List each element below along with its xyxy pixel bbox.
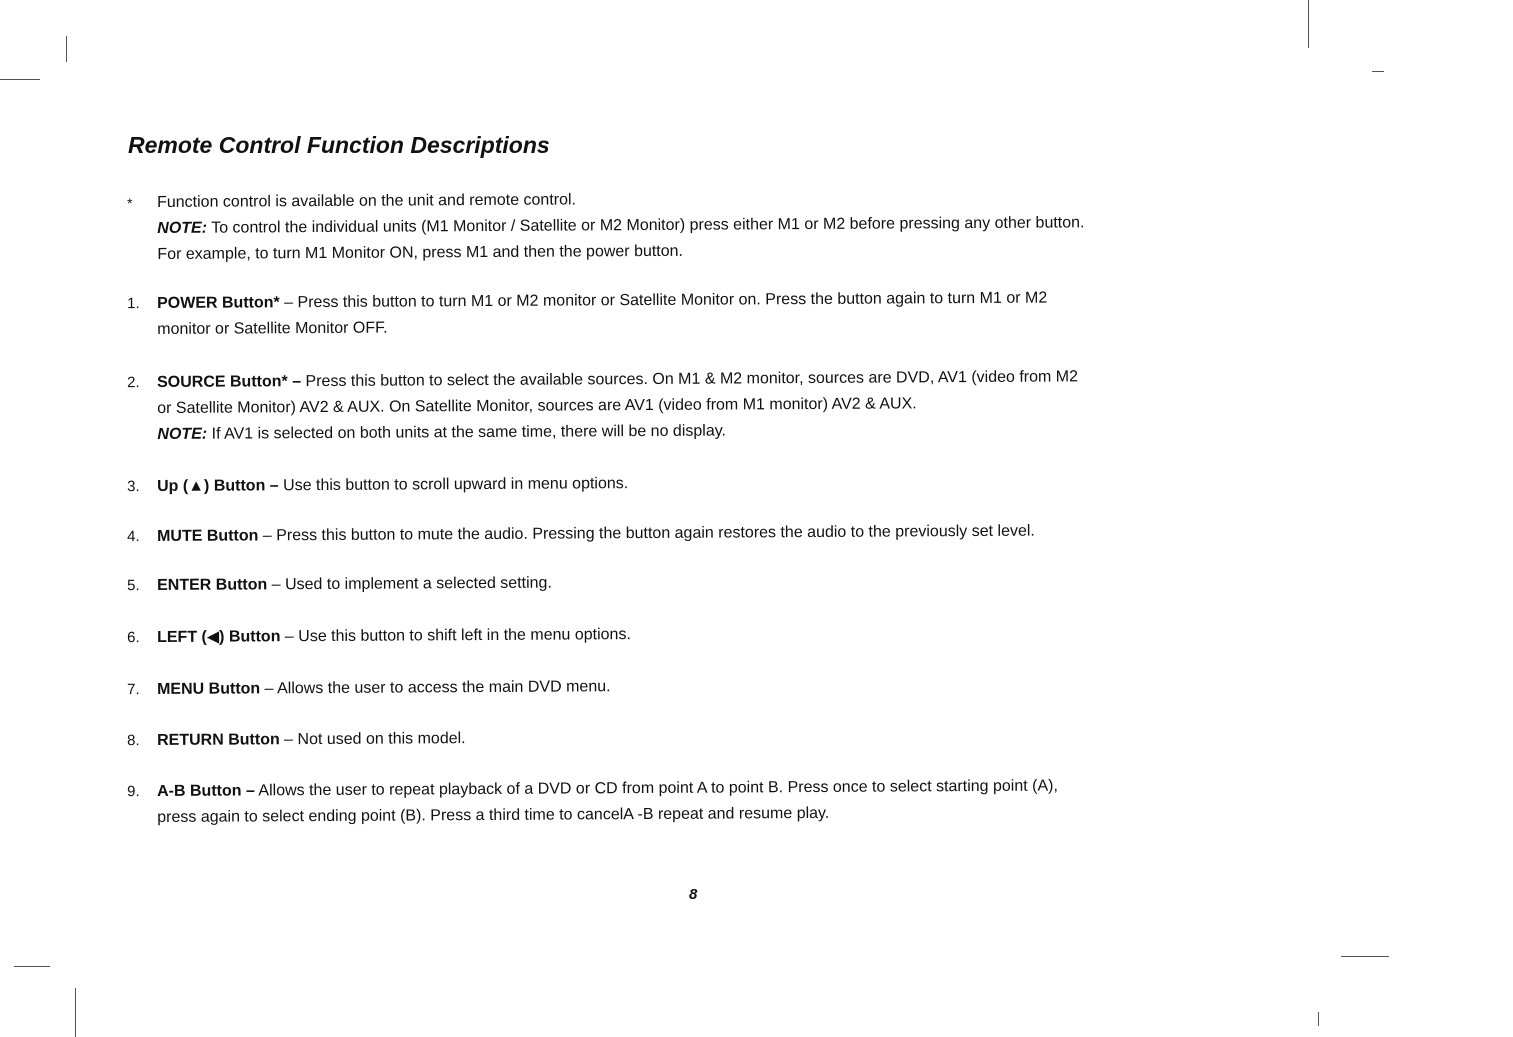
- scan-mark-top-right: [1308, 0, 1309, 48]
- item-line: [157, 773, 1058, 805]
- item-text: – Not used on this model.: [279, 730, 466, 749]
- item-number: 8.: [127, 732, 140, 750]
- item-label: POWER Button*: [157, 294, 280, 312]
- list-item-left: [127, 622, 631, 651]
- page-number: 8: [689, 886, 698, 903]
- item-number: 5.: [127, 577, 140, 595]
- item-line: [157, 726, 466, 754]
- list-item-ab: [127, 773, 1058, 831]
- scan-mark-bottom-left-dash: [14, 966, 50, 967]
- scan-mark-top-left: [66, 36, 67, 62]
- intro-line: Function control is available on the unit and remote control.: [157, 191, 577, 211]
- item-text: Allows the user to repeat playback of a DVD or CD from point A to point B. Press once to select starting point (A),: [254, 777, 1058, 800]
- list-item-source: [127, 364, 1079, 448]
- item-number: 9.: [127, 783, 140, 801]
- item-line: [157, 286, 1047, 317]
- item-label: Up (▲) Button –: [157, 477, 279, 495]
- item-text: – Press this button to turn M1 or M2 monitor or Satellite Monitor on. Press the button again to turn M1 or M2: [279, 289, 1048, 312]
- list-item-return: [127, 726, 466, 754]
- item-label: LEFT (◀) Button: [157, 628, 281, 646]
- list-item-menu: [127, 674, 611, 703]
- item-note-line: [157, 416, 1078, 448]
- intro-bullet: *: [127, 195, 133, 212]
- item-line: monitor or Satellite Monitor OFF.: [157, 319, 388, 338]
- item-line: or Satellite Monitor) AV2 & AUX. On Satellite Monitor, sources are AV1 (video from M1 monitor) AV2 & AUX.: [157, 395, 917, 417]
- item-line: press again to select ending point (B). Press a third time to cancelA -B repeat and resume play.: [157, 804, 830, 826]
- note-text: To control the individual units (M1 Monitor / Satellite or M2 Monitor) press either M1 or M2 before pressing any other button.: [206, 214, 1085, 237]
- item-number: 6.: [127, 629, 140, 647]
- scan-mark-bottom-right: [1318, 1012, 1319, 1026]
- item-text: Press this button to select the available sources. On M1 & M2 monitor, sources are DVD, AV1 (video from M2: [301, 368, 1079, 391]
- list-item-mute: [127, 519, 1035, 550]
- item-label: A-B Button –: [157, 782, 255, 800]
- item-line: [157, 622, 631, 651]
- item-number: 3.: [127, 478, 140, 496]
- item-text: – Use this button to shift left in the menu options.: [280, 626, 631, 646]
- item-label: RETURN Button: [157, 731, 280, 749]
- item-text: – Used to implement a selected setting.: [267, 574, 552, 594]
- note-text: If AV1 is selected on both units at the same time, there will be no display.: [207, 422, 727, 443]
- item-number: 1.: [127, 295, 140, 313]
- item-line: [157, 471, 628, 500]
- item-line: [157, 519, 1035, 550]
- item-text: – Press this button to mute the audio. Pressing the button again restores the audio to the previously set level.: [258, 522, 1035, 545]
- scan-mark-bottom-right-dash: [1341, 956, 1389, 957]
- item-label: MENU Button: [157, 680, 261, 698]
- item-text: – Allows the user to access the main DVD menu.: [260, 678, 611, 698]
- item-line: [157, 571, 552, 599]
- item-text: Use this button to scroll upward in menu options.: [278, 475, 629, 495]
- item-number: 4.: [127, 528, 140, 546]
- item-label: SOURCE Button* –: [157, 373, 302, 391]
- item-number: 7.: [127, 681, 140, 699]
- scan-mark-top-left-dash: [0, 79, 40, 80]
- page-title: Remote Control Function Descriptions: [128, 132, 550, 158]
- list-item-enter: [127, 571, 552, 599]
- list-item-up: [127, 471, 629, 500]
- item-label: ENTER Button: [157, 576, 268, 594]
- item-number: 2.: [127, 374, 140, 392]
- note-label: NOTE:: [157, 425, 208, 443]
- intro-paragraph: [127, 184, 1085, 268]
- scan-mark-bottom-left: [75, 988, 76, 1037]
- item-label: MUTE Button: [157, 527, 259, 545]
- item-line: [157, 674, 611, 703]
- intro-example-line: For example, to turn M1 Monitor ON, press M1 and then the power button.: [157, 242, 684, 263]
- list-item-power: [127, 286, 1048, 343]
- scan-mark-top-right-dash: [1372, 71, 1384, 72]
- note-label: NOTE:: [157, 219, 208, 237]
